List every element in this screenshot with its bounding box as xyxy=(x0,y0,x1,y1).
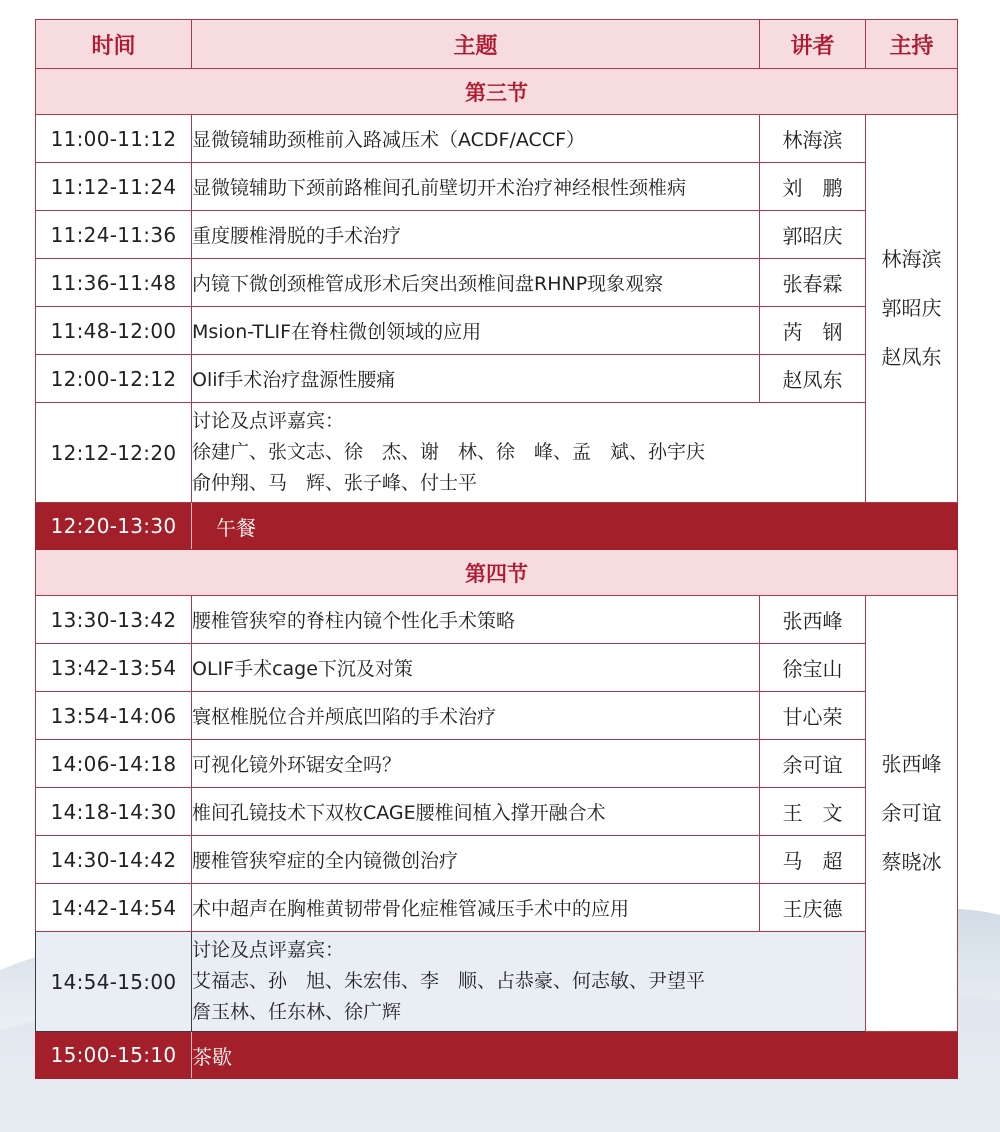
row-speaker: 徐宝山 xyxy=(760,644,866,692)
section-3-header xyxy=(36,69,958,115)
discussion-guests-line: 俞仲翔、马 辉、张子峰、付士平 xyxy=(192,472,478,494)
row-speaker: 张西峰 xyxy=(760,596,866,644)
host-name: 张西峰 xyxy=(881,752,942,776)
row-topic: Msion-TLIF在脊柱微创领域的应用 xyxy=(192,307,760,355)
row-time: 11:24-11:36 xyxy=(36,211,192,259)
table-row xyxy=(36,644,958,692)
host-name: 郭昭庆 xyxy=(881,296,942,320)
host-name: 余可谊 xyxy=(881,801,942,825)
row-time: 14:54-15:00 xyxy=(36,932,192,1032)
row-time: 13:30-13:42 xyxy=(36,596,192,644)
row-speaker: 王庆德 xyxy=(760,884,866,932)
section-3-title: 第三节 xyxy=(36,69,958,115)
header-speaker: 讲者 xyxy=(760,20,866,69)
lunch-row xyxy=(36,503,958,550)
row-speaker: 刘 鹏 xyxy=(760,163,866,211)
host-name: 林海滨 xyxy=(881,247,942,271)
row-speaker: 甘心荣 xyxy=(760,692,866,740)
row-time: 13:54-14:06 xyxy=(36,692,192,740)
discussion-guests xyxy=(192,403,866,503)
section-4-hosts xyxy=(866,596,958,1032)
discussion-guests xyxy=(192,932,866,1032)
row-time: 12:12-12:20 xyxy=(36,403,192,503)
table-row xyxy=(36,788,958,836)
row-topic: Olif手术治疗盘源性腰痛 xyxy=(192,355,760,403)
section-4-header xyxy=(36,550,958,596)
discussion-label: 讨论及点评嘉宾： xyxy=(192,410,345,432)
section-4-title: 第四节 xyxy=(36,550,958,596)
table-header xyxy=(36,20,958,69)
section-3-hosts xyxy=(866,115,958,503)
table-row xyxy=(36,740,958,788)
schedule-table xyxy=(35,19,958,1079)
row-time: 12:00-12:12 xyxy=(36,355,192,403)
row-speaker: 芮 钢 xyxy=(760,307,866,355)
row-time: 14:06-14:18 xyxy=(36,740,192,788)
discussion-guests-line: 艾福志、孙 旭、朱宏伟、李 顺、占恭豪、何志敏、尹望平 xyxy=(192,970,706,992)
host-name: 赵凤东 xyxy=(881,345,942,369)
table-row xyxy=(36,211,958,259)
row-time: 14:18-14:30 xyxy=(36,788,192,836)
row-time: 13:42-13:54 xyxy=(36,644,192,692)
header-time: 时间 xyxy=(36,20,192,69)
row-time: 11:36-11:48 xyxy=(36,259,192,307)
row-speaker: 余可谊 xyxy=(760,740,866,788)
table-row xyxy=(36,884,958,932)
row-time: 11:48-12:00 xyxy=(36,307,192,355)
break-time: 12:20-13:30 xyxy=(36,503,192,550)
row-time: 11:00-11:12 xyxy=(36,115,192,163)
row-topic: 显微镜辅助下颈前路椎间孔前壁切开术治疗神经根性颈椎病 xyxy=(192,163,760,211)
table-row xyxy=(36,163,958,211)
row-topic: OLIF手术cage下沉及对策 xyxy=(192,644,760,692)
row-topic: 腰椎管狭窄的脊柱内镜个性化手术策略 xyxy=(192,596,760,644)
table-row xyxy=(36,692,958,740)
row-speaker: 张春霖 xyxy=(760,259,866,307)
row-topic: 可视化镜外环锯安全吗？ xyxy=(192,740,760,788)
row-time: 14:30-14:42 xyxy=(36,836,192,884)
header-host: 主持 xyxy=(866,20,958,69)
row-time: 14:42-14:54 xyxy=(36,884,192,932)
row-topic: 术中超声在胸椎黄韧带骨化症椎管减压手术中的应用 xyxy=(192,884,760,932)
header-topic: 主题 xyxy=(192,20,760,69)
host-name: 蔡晓冰 xyxy=(881,850,942,874)
table-row xyxy=(36,307,958,355)
break-label: 午餐 xyxy=(192,503,958,550)
row-speaker: 郭昭庆 xyxy=(760,211,866,259)
discussion-guests-line: 詹玉林、任东林、徐广辉 xyxy=(192,1001,402,1023)
table-row xyxy=(36,115,958,163)
table-row xyxy=(36,259,958,307)
discussion-guests-line: 徐建广、张文志、徐 杰、谢 林、徐 峰、孟 斌、孙宇庆 xyxy=(192,441,706,463)
discussion-row xyxy=(36,932,958,1032)
discussion-label: 讨论及点评嘉宾： xyxy=(192,939,345,961)
table-row xyxy=(36,836,958,884)
tea-break-row xyxy=(36,1032,958,1079)
break-time: 15:00-15:10 xyxy=(36,1032,192,1079)
table-row xyxy=(36,355,958,403)
row-topic: 重度腰椎滑脱的手术治疗 xyxy=(192,211,760,259)
break-label: 茶歇 xyxy=(192,1032,958,1079)
row-time: 11:12-11:24 xyxy=(36,163,192,211)
row-speaker: 赵凤东 xyxy=(760,355,866,403)
row-speaker: 林海滨 xyxy=(760,115,866,163)
row-topic: 显微镜辅助颈椎前入路减压术（ACDF/ACCF） xyxy=(192,115,760,163)
row-speaker: 马 超 xyxy=(760,836,866,884)
row-topic: 腰椎管狭窄症的全内镜微创治疗 xyxy=(192,836,760,884)
discussion-row xyxy=(36,403,958,503)
table-row xyxy=(36,596,958,644)
row-topic: 寰枢椎脱位合并颅底凹陷的手术治疗 xyxy=(192,692,760,740)
row-topic: 椎间孔镜技术下双枚CAGE腰椎间植入撑开融合术 xyxy=(192,788,760,836)
row-speaker: 王 文 xyxy=(760,788,866,836)
row-topic: 内镜下微创颈椎管成形术后突出颈椎间盘RHNP现象观察 xyxy=(192,259,760,307)
